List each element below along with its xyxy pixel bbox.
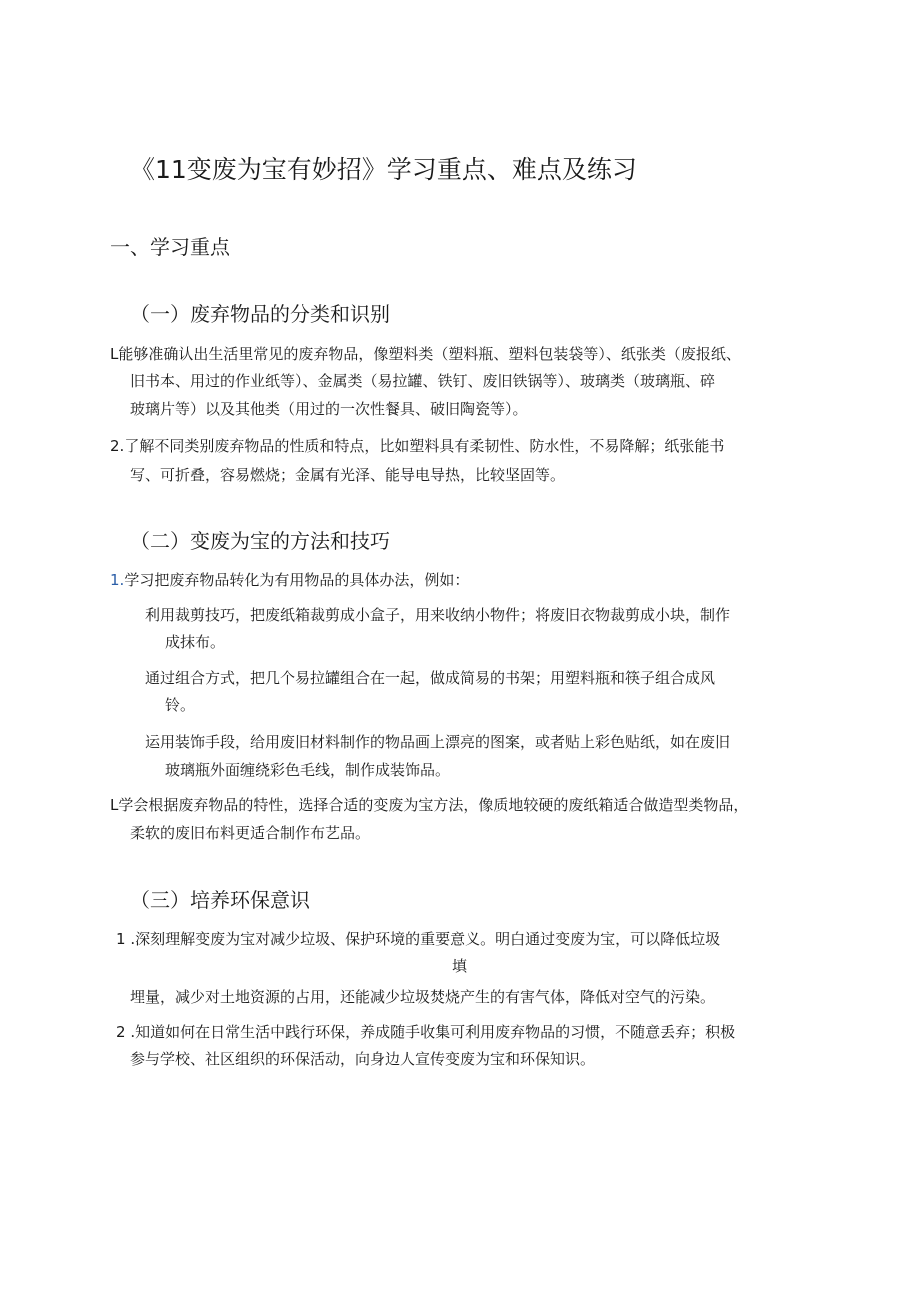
paragraph-line [110,341,741,367]
paragraph-line: 填 [452,957,468,975]
subsection-heading-methods: （二）变废为宝的方法和技巧 [130,529,390,553]
subsection-heading-classification: （一）废弃物品的分类和识别 [130,302,390,326]
paragraph-text: 学习把废弃物品转化为有用物品的具体办法，例如： [124,571,470,589]
paragraph-text: 学会根据废弃物品的特性，选择合适的变废为宝方法，像质地较硬的废纸箱适合做造型类物品， [118,796,749,814]
paragraph-line [110,567,469,593]
paragraph-line: 埋量，减少对土地资源的占用，还能减少垃圾焚烧产生的有害气体，降低对空气的污染。 [130,988,716,1006]
list-number: L [110,796,119,814]
paragraph-text: .知道如何在日常生活中践行环保，养成随手收集可利用废弃物品的习惯，不随意丢弃；积极 [130,1023,736,1041]
list-number: 1 [116,930,126,948]
list-number: 2 [116,1023,126,1041]
paragraph-text: .深刻理解变废为宝对减少垃圾、保护环境的重要意义。明白通过变废为宝，可以降低垃圾 [130,930,721,948]
paragraph-line: 玻璃片等）以及其他类（用过的一次性餐具、破旧陶瓷等）。 [130,400,528,418]
paragraph-line: 利用裁剪技巧，把废纸箱裁剪成小盒子，用来收纳小物件；将废旧衣物裁剪成小块，制作 [145,606,731,624]
paragraph-line: 成抹布。 [165,633,226,651]
paragraph-line: 铃。 [165,696,196,714]
subsection-heading-awareness: （三）培养环保意识 [130,888,310,912]
paragraph-line: 运用装饰手段，给用废旧材料制作的物品画上漂亮的图案，或者贴上彩色贴纸，如在废旧 [145,733,731,751]
paragraph-line: 旧书本、用过的作业纸等）、金属类（易拉罐、铁钉、废旧铁锅等）、玻璃类（玻璃瓶、碎 [130,372,716,390]
list-number: L [110,345,119,363]
paragraph-line [116,1019,735,1045]
paragraph-text: 能够准确认出生活里常见的废弃物品，像塑料类（塑料瓶、塑料包装袋等）、纸张类（废报纸、 [118,345,741,363]
paragraph-line [116,926,720,952]
page-title: 《11变废为宝有妙招》学习重点、难点及练习 [130,155,637,184]
paragraph-line: 玻璃瓶外面缠绕彩色毛线，制作成装饰品。 [165,761,451,779]
paragraph-line [110,433,724,459]
section-heading-key-points: 一、学习重点 [110,235,230,259]
paragraph-line: 写、可折叠，容易燃烧；金属有光泽、能导电导热，比较坚固等。 [130,466,566,484]
paragraph-line: 通过组合方式，把几个易拉罐组合在一起，做成简易的书架；用塑料瓶和筷子组合成风 [145,669,716,687]
list-number: 1. [110,571,125,589]
paragraph-line: 参与学校、社区组织的环保活动，向身边人宣传变废为宝和环保知识。 [130,1050,596,1068]
paragraph-text: 了解不同类别废弃物品的性质和特点，比如塑料具有柔韧性、防水性，不易降解；纸张能书 [124,437,725,455]
paragraph-line [110,792,748,818]
list-number: 2. [110,437,125,455]
paragraph-line: 柔软的废旧布料更适合制作布艺品。 [130,824,371,842]
